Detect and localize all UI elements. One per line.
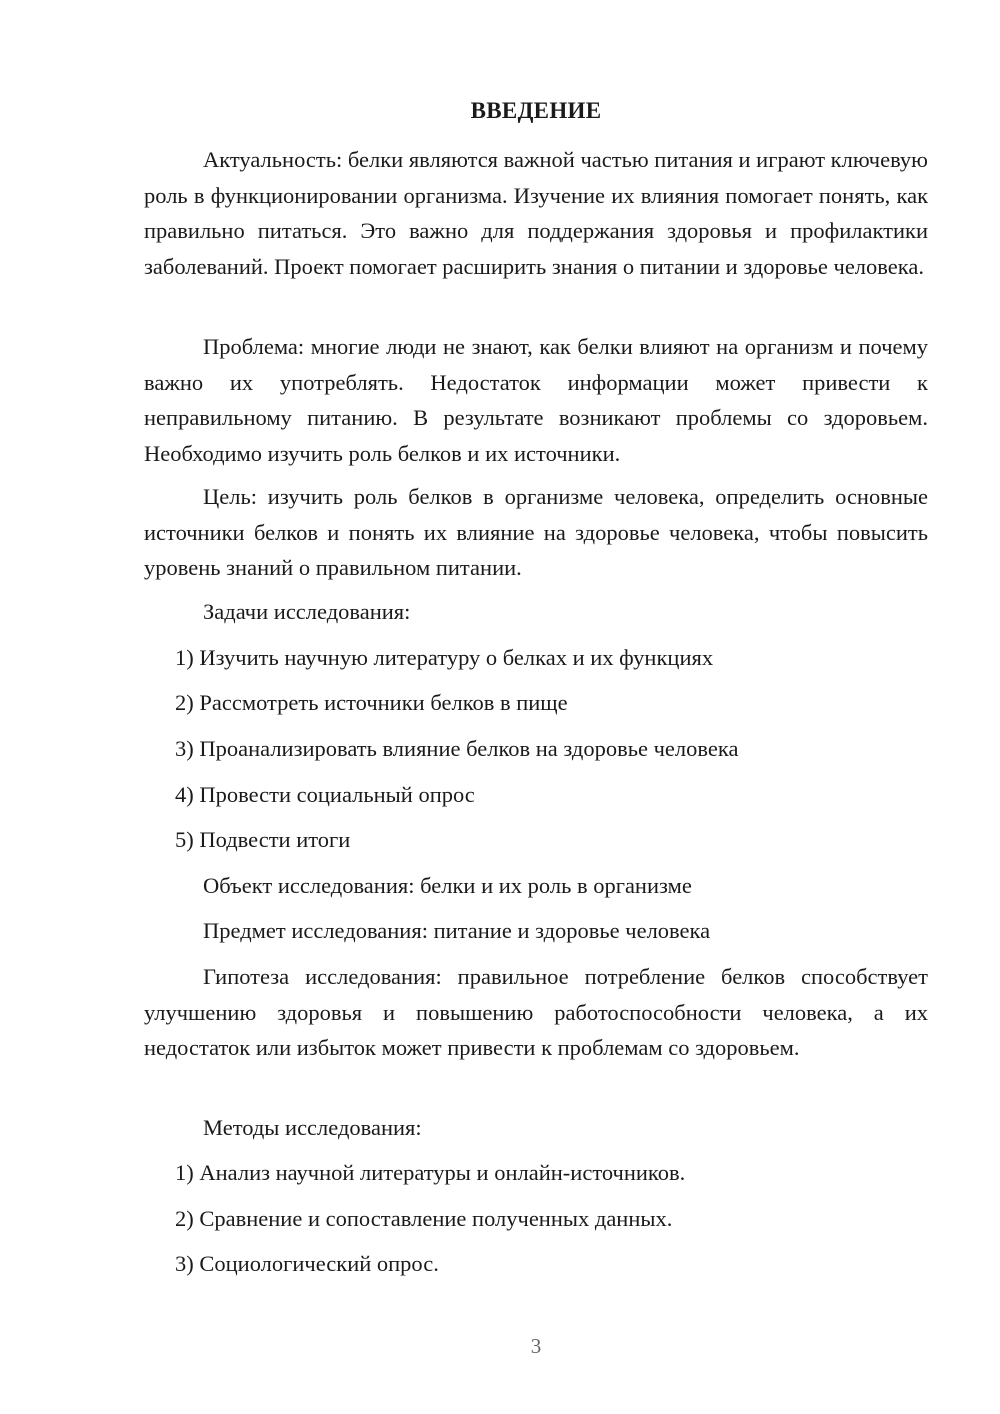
page-number: 3 bbox=[530, 1334, 542, 1358]
research-object: Объект исследования: белки и их роль в организме bbox=[203, 873, 692, 898]
section-heading: ВВЕДЕНИЕ bbox=[470, 98, 602, 123]
task-item: 2) Рассмотреть источники белков в пище bbox=[175, 690, 568, 715]
task-item: 5) Подвести итоги bbox=[175, 827, 351, 852]
task-item: 4) Провести социальный опрос bbox=[175, 782, 475, 807]
task-item: 1) Изучить научную литературу о белках и их функциях bbox=[175, 645, 714, 670]
hypothesis-paragraph: Гипотеза исследования: правильное потребление белков способствует улучшению здоровья и повышению работоспособности человека, а их недостаток или избыток может привести к проблемам со здоровьем. bbox=[144, 964, 928, 1060]
tasks-title: Задачи исследования: bbox=[203, 599, 411, 624]
goal-paragraph: Цель: изучить роль белков в организме человека, определить основные источники белков и понять их влияние на здоровье человека, чтобы повысить уровень знаний о правильном питании. bbox=[144, 484, 928, 580]
method-item: 1) Анализ научной литературы и онлайн-источников. bbox=[175, 1160, 686, 1185]
task-item: 3) Проанализировать влияние белков на здоровье человека bbox=[175, 736, 739, 761]
relevance-paragraph: Актуальность: белки являются важной частью питания и играют ключевую роль в функционировании организма. Изучение их влияния помогает понять, как правильно питаться. Это важно для поддержания здоровья и профилактики заболеваний. Проект помогает расширить знания о питании и здоровье человека. bbox=[144, 147, 928, 279]
research-subject: Предмет исследования: питание и здоровье человека bbox=[203, 918, 711, 943]
methods-title: Методы исследования: bbox=[203, 1115, 422, 1140]
problem-paragraph: Проблема: многие люди не знают, как белки влияют на организм и почему важно их употреблять. Недостаток информации может привести к неправильному питанию. В результате возникают проблемы со здоровьем. Необходимо изучить роль белков и их источники. bbox=[144, 334, 928, 466]
method-item: 2) Сравнение и сопоставление полученных данных. bbox=[175, 1206, 673, 1231]
method-item: 3) Социологический опрос. bbox=[175, 1251, 439, 1276]
